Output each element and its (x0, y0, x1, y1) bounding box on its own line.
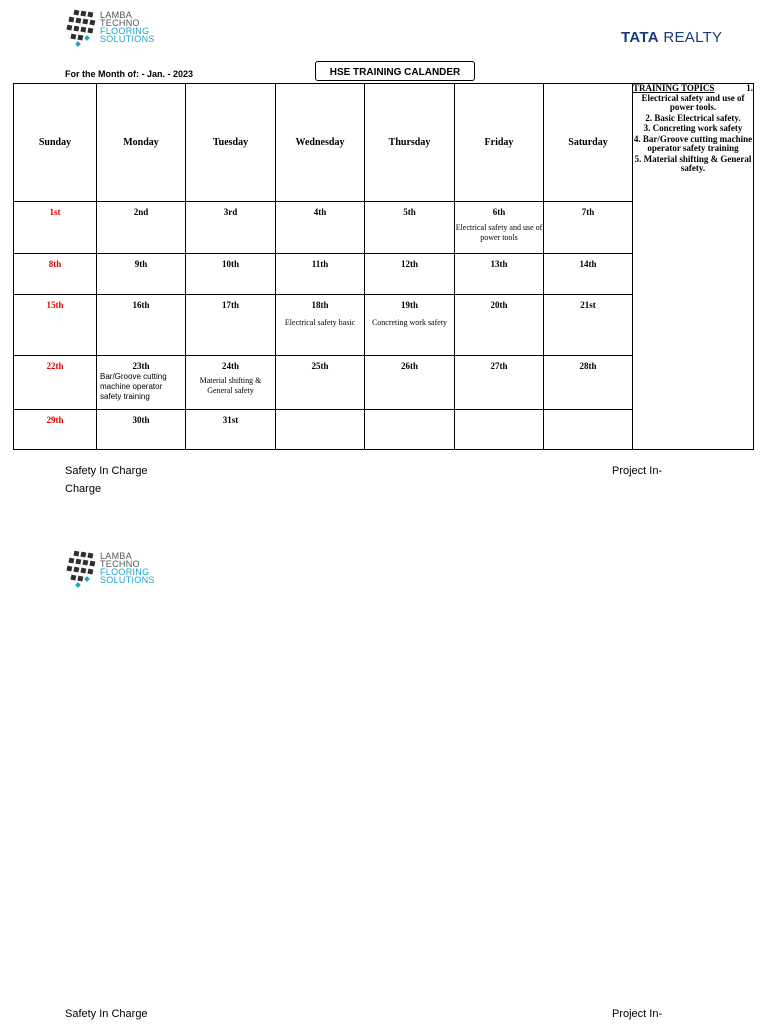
day-cell (276, 356, 365, 410)
day-number: 11th (311, 259, 329, 269)
day-cell (365, 356, 455, 410)
day-number: 31st (222, 415, 239, 425)
tile-grid-icon (66, 8, 100, 48)
day-number: 13th (490, 259, 508, 269)
day-number: 26th (400, 361, 418, 371)
day-cell (455, 295, 544, 356)
training-calendar (13, 83, 754, 450)
day-number: 12th (400, 259, 418, 269)
day-cell (186, 356, 276, 410)
topic-item: Electrical safety and use of power tools. (641, 92, 745, 112)
day-cell (276, 202, 365, 254)
day-number: 7th (581, 207, 595, 217)
day-number: 9th (134, 259, 148, 269)
weekday-tuesday: Tuesday (186, 84, 276, 202)
day-cell (544, 410, 633, 450)
day-cell (544, 254, 633, 295)
day-number: 1st (49, 207, 61, 217)
day-number: 22th (46, 361, 64, 371)
topics-first-number: 1. (746, 83, 753, 93)
day-cell (365, 410, 455, 450)
day-cell (186, 410, 276, 450)
day-cell (186, 254, 276, 295)
weekday-monday: Monday (97, 84, 186, 202)
day-number: 29th (46, 415, 64, 425)
safety-in-charge-label-page2: Safety In Charge (65, 1008, 148, 1020)
project-in-charge-label-page2: Project In- (612, 1008, 663, 1020)
training-note: Electrical safety basic (284, 318, 356, 327)
logo-text-2: TECHNO (100, 559, 140, 569)
weekday-friday: Friday (455, 84, 544, 202)
day-cell (365, 254, 455, 295)
day-cell (97, 410, 186, 450)
tile-grid-icon (66, 549, 100, 589)
client-logo-bold: TATA (621, 29, 659, 46)
day-cell (14, 356, 97, 410)
day-cell (455, 410, 544, 450)
day-number: 18th (311, 300, 329, 310)
day-number: 30th (132, 415, 150, 425)
training-topics (633, 84, 754, 450)
day-number: 14th (579, 259, 597, 269)
topic-item: 2. Basic Electrical safety. (645, 112, 741, 123)
day-number: 19th (400, 300, 418, 310)
company-logo (66, 8, 166, 54)
day-number: 3rd (223, 207, 238, 217)
logo-text-3: FLOORING (100, 567, 150, 577)
day-cell (544, 356, 633, 410)
logo-text-4: SOLUTIONS (100, 34, 155, 44)
day-cell (276, 410, 365, 450)
day-number: 21st (580, 300, 596, 310)
day-cell (186, 295, 276, 356)
day-number: 4th (313, 207, 327, 217)
training-note: Electrical safety and use of power tools (455, 223, 543, 242)
day-number: 27th (490, 361, 508, 371)
day-cell (365, 295, 455, 356)
logo-text-1: LAMBA (100, 10, 133, 20)
day-cell (14, 410, 97, 450)
weekday-sunday: Sunday (14, 84, 97, 202)
logo-text-2: TECHNO (100, 18, 140, 28)
calendar-title: HSE TRAINING CALANDER (315, 61, 475, 81)
day-number: 10th (221, 259, 239, 269)
weekday-saturday: Saturday (544, 84, 633, 202)
day-cell (186, 202, 276, 254)
training-note: Concreting work safety (371, 318, 448, 327)
day-cell (455, 202, 544, 254)
day-cell (455, 356, 544, 410)
month-label: For the Month of: - Jan. - 2023 (65, 69, 194, 79)
day-cell (276, 295, 365, 356)
client-logo (621, 29, 722, 46)
day-number: 24th (221, 361, 239, 371)
logo-text-3: FLOORING (100, 26, 150, 36)
logo-text-4: SOLUTIONS (100, 575, 155, 585)
company-logo-page2 (66, 549, 166, 595)
day-cell (455, 254, 544, 295)
project-in-charge-label: Project In- (612, 465, 663, 477)
day-cell (544, 202, 633, 254)
topic-item: 5. Material shifting & General safety. (634, 153, 752, 173)
day-number: 17th (221, 300, 239, 310)
logo-text-1: LAMBA (100, 551, 133, 561)
day-number: 23th (132, 361, 150, 371)
day-cell (97, 254, 186, 295)
day-cell (276, 254, 365, 295)
day-cell (14, 202, 97, 254)
day-number: 5th (403, 207, 416, 217)
day-number: 16th (132, 300, 150, 310)
day-cell (14, 254, 97, 295)
training-note: Material shifting & General safety (199, 376, 262, 395)
day-cell (97, 295, 186, 356)
day-cell (365, 202, 455, 254)
day-cell (97, 202, 186, 254)
day-number: 20th (490, 300, 508, 310)
day-number: 6th (492, 207, 506, 217)
day-number: 15th (46, 300, 64, 310)
day-number: 28th (579, 361, 597, 371)
day-cell (544, 295, 633, 356)
day-number: 25th (311, 361, 329, 371)
weekday-wednesday: Wednesday (276, 84, 365, 202)
training-note: Bar/Groove cutting machine operator safety training (100, 372, 167, 401)
day-number: 2nd (133, 207, 149, 217)
day-number: 8th (48, 259, 62, 269)
topics-heading: TRAINING TOPICS (633, 83, 715, 93)
safety-in-charge-label: Safety In Charge (65, 465, 148, 477)
weekday-thursday: Thursday (365, 84, 455, 202)
topic-item: 4. Bar/Groove cutting machine operator safety training (633, 133, 753, 153)
charge-label: Charge (65, 483, 102, 495)
client-logo-rest: REALTY (663, 29, 723, 46)
day-cell (97, 356, 186, 410)
topic-item: 3. Concreting work safety (643, 123, 743, 133)
day-cell (14, 295, 97, 356)
